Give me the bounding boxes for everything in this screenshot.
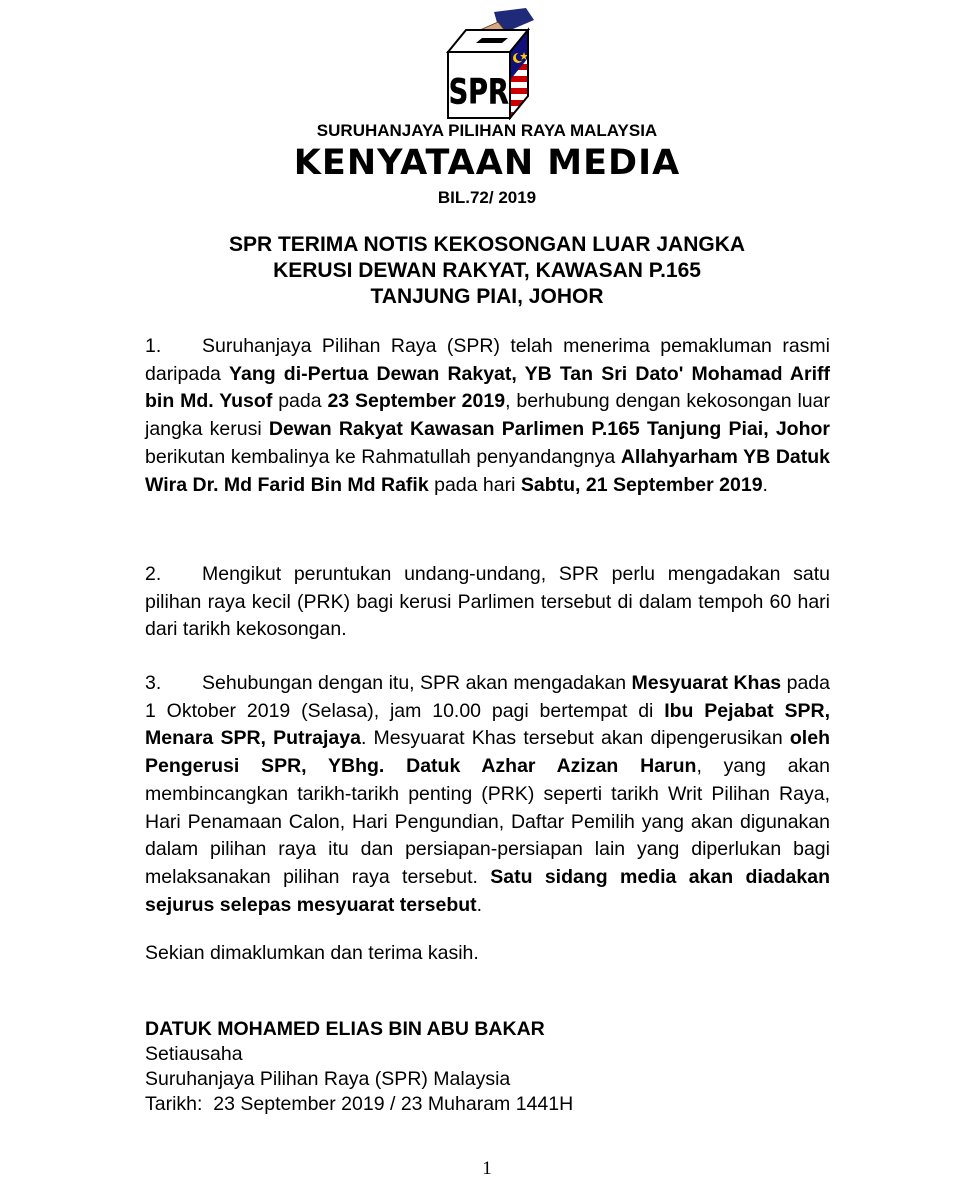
text-run: pada hari [428,473,521,496]
document-title: KENYATAAN MEDIA [293,143,681,183]
bold-run: Dewan Rakyat Kawasan Parlimen P.165 Tanjung Piai, Johor [268,418,830,441]
text-run: pada 1 Oktober 2019 (Selasa), jam 10.00 pagi bertempat di [145,672,830,722]
signatory-position: Setiausaha [145,1043,243,1065]
text-run: , berhubung dengan kekosongan luar jangka kerusi [145,390,830,441]
signatory-organization: Suruhanjaya Pilihan Raya (SPR) Malaysia [145,1068,511,1090]
signatory-name: DATUK MOHAMED ELIAS BIN ABU BAKAR [145,1018,545,1040]
agency-name: SURUHANJAYA PILIHAN RAYA MALAYSIA [316,121,658,140]
paragraph-3 [145,670,830,919]
text-run: . [762,473,768,496]
text-run: berikutan kembalinya ke Rahmatullah penyandangnya [145,445,621,468]
bold-run: Satu sidang media akan diadakan sejurus selepas mesyuarat tersebut [145,865,830,916]
text-run: , yang akan membincangkan tarikh-tarikh penting (PRK) seperti tarikh Writ Pilihan Raya, Hari Penamaan Calon, Hari Pengundian, Daftar Pemilih yang akan digunakan dalam pilihan raya itu dan persiapan-persiapan lain yang diperlukan bagi melaksanakan pilihan raya tersebut. [145,755,830,888]
page-number: 1 [482,1158,492,1179]
bold-run: Ibu Pejabat SPR, Menara SPR, Putrajaya [145,699,831,750]
subject-line: KERUSI DEWAN RAKYAT, KAWASAN P.165 [273,259,701,282]
text-run: . [476,893,483,916]
paragraph-1 [145,333,830,499]
paragraph-number: 3. [145,672,162,694]
text-run: . Mesyuarat Khas tersebut akan dipengerusikan [360,727,790,750]
bold-run: Allahyarham YB Datuk Wira Dr. Md Farid Bin Md Rafik [145,445,831,496]
text-run: Suruhanjaya Pilihan Raya (SPR) telah menerima pemakluman rasmi daripada [145,335,830,385]
bold-run: 23 September 2019 [327,390,506,413]
spr-logo [436,8,536,120]
bold-run: Sabtu, 21 September 2019 [520,473,763,496]
subject-line: SPR TERIMA NOTIS KEKOSONGAN LUAR JANGKA [228,233,746,256]
signature-date: Tarikh: 23 September 2019 / 23 Muharam 1441H [145,1093,574,1115]
signature-block [145,1017,573,1117]
bold-run: oleh Pengerusi SPR, YBhg. Datuk Azhar Azizan Harun [145,727,830,778]
paragraph-number: 1. [145,335,162,357]
subject-line: TANJUNG PIAI, JOHOR [370,285,604,308]
closing-remark: Sekian dimaklumkan dan terima kasih. [145,942,479,964]
text-run: pada [272,390,328,413]
bulletin-number: BIL.72/ 2019 [437,188,537,207]
text-run: Sehubungan dengan itu, SPR akan mengadakan [202,672,632,694]
bold-run: Yang di-Pertua Dewan Rakyat, YB Tan Sri Dato' Mohamad Ariff bin Md. Yusof [145,362,830,413]
paragraph-2 [145,561,830,644]
text-run: Mengikut peruntukan undang-undang, SPR perlu mengadakan satu pilihan raya kecil (PRK) bagi kerusi Parlimen tersebut di dalam tempoh 60 hari dari tarikh kekosongan. [145,563,830,641]
bold-run: Mesyuarat Khas [631,672,782,694]
subject-heading [0,232,974,310]
paragraph-number: 2. [145,563,162,585]
logo-text: SPR [448,72,509,113]
